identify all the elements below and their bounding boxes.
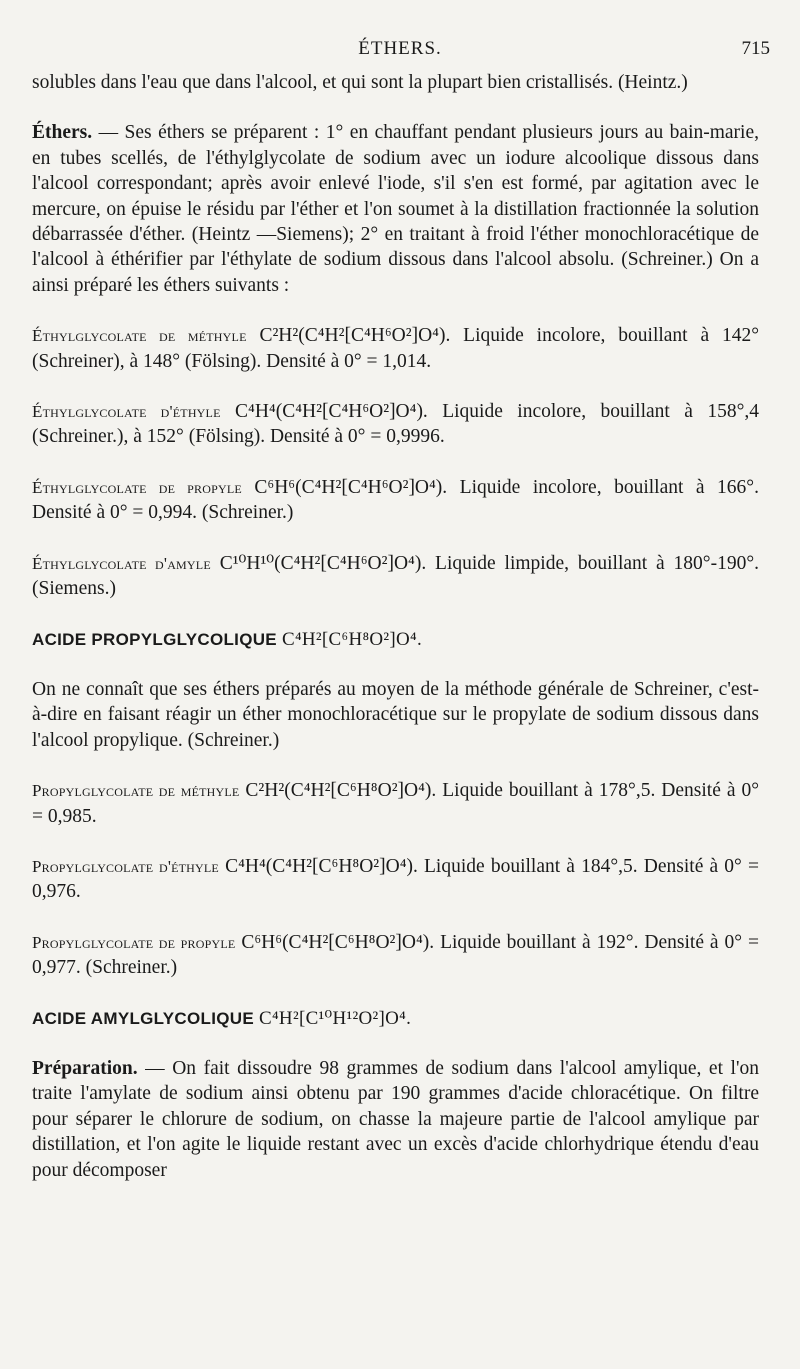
section-heading-amylglycolique: ACIDE AMYLGLYCOLIQUE C⁴H²[C¹⁰H¹²O²]O⁴. bbox=[32, 1007, 412, 1029]
entry-ethylglycolate-propyle: Éthylglycolate de propyle C⁶H⁶(C⁴H²[C⁴H⁶O²]O⁴). Liquide incolore, bouillant à 166°. Densité à 0° = 0,994. (Schreiner.) bbox=[32, 476, 759, 524]
compound-name: Propylglycolate de propyle bbox=[32, 932, 236, 952]
running-header bbox=[0, 38, 800, 68]
paragraph-preparation: Préparation. — On fait dissoudre 98 grammes de sodium dans l'alcool amylique, et l'on traite l'amylate de sodium ainsi obtenu par 190 grammes d'acide chloracétique. On filtre pour séparer le chlorure de sodium, on chasse la majeure partie de l'alcool amylique par distillation, et l'on agite le liquide restant avec un excès d'acide chlorhydrique étendu d'eau pour décomposer bbox=[32, 1057, 759, 1181]
preparation-label: Préparation. bbox=[32, 1057, 138, 1079]
compound-name: Éthylglycolate d'amyle bbox=[32, 553, 211, 573]
paragraph-continuation: solubles dans l'eau que dans l'alcool, et qui sont la plupart bien cristallisés. (Heintz.) bbox=[32, 72, 688, 93]
compound-name: Éthylglycolate de propyle bbox=[32, 477, 242, 497]
entry-ethylglycolate-amyle: Éthylglycolate d'amyle C¹⁰H¹⁰(C⁴H²[C⁴H⁶O²]O⁴). Liquide limpide, bouillant à 180°-190°. (Siemens.) bbox=[32, 552, 760, 600]
compound-name: Éthylglycolate d'éthyle bbox=[32, 402, 221, 422]
ethers-label: Éthers. bbox=[32, 122, 93, 144]
page-body bbox=[32, 70, 759, 1183]
compound-name: Propylglycolate de méthyle bbox=[32, 781, 240, 801]
entry-ethylglycolate-methyle: Éthylglycolate de méthyle C²H²(C⁴H²[C⁴H⁶O²]O⁴). Liquide incolore, bouillant à 142° (Schreiner), à 148° (Fölsing). Densité à 0° = 1,014. bbox=[32, 325, 759, 372]
paragraph-propylglycolique: On ne connaît que ses éthers préparés au moyen de la méthode générale de Schreiner, c'est-à-dire en faisant réagir un éther monochloracétique sur le propylate de sodium dissous dans l'alcool propylique. (Schreiner.) bbox=[32, 678, 759, 751]
section-heading-propylglycolique: ACIDE PROPYLGLYCOLIQUE C⁴H²[C⁶H⁸O²]O⁴. bbox=[32, 628, 423, 650]
page-number: 715 bbox=[741, 38, 770, 59]
entry-ethylglycolate-ethyle: Éthylglycolate d'éthyle C⁴H⁴(C⁴H²[C⁴H⁶O²]O⁴). Liquide incolore, bouillant à 158°,4 (Schreiner.), à 152° (Fölsing). Densité à 0° = 0,9996. bbox=[32, 401, 759, 448]
entry-propylglycolate-methyle: Propylglycolate de méthyle C²H²(C⁴H²[C⁶H⁸O²]O⁴). Liquide bouillant à 178°,5. Densité à 0° = 0,985. bbox=[32, 780, 759, 827]
entry-propylglycolate-propyle: Propylglycolate de propyle C⁶H⁶(C⁴H²[C⁶H⁸O²]O⁴). Liquide bouillant à 192°. Densité à 0° = 0,977. (Schreiner.) bbox=[32, 931, 759, 979]
compound-name: Éthylglycolate de méthyle bbox=[32, 326, 247, 346]
compound-name: Propylglycolate d'éthyle bbox=[32, 856, 219, 876]
paragraph-ethers: Éthers. — Ses éthers se préparent : 1° en chauffant pendant plusieurs jours au bain-marie, en tubes scellés, de l'éthylglycolate de sodium avec un iodure alcoolique dissous dans l'alcool correspondant; après avoir enlevé l'iode, s'il s'en est formé, par agitation avec le mercure, on épuise le résidu par l'éther et l'on soumet à la distillation fractionnée la solution débarrassée d'éther. (Heintz —Siemens); 2° en traitant à froid l'éther monochloracétique de l'alcool à éthérifier par l'éthylate de sodium dissous dans l'alcool absolu. (Schreiner.) On a ainsi préparé les éthers suivants : bbox=[32, 122, 759, 296]
entry-propylglycolate-ethyle: Propylglycolate d'éthyle C⁴H⁴(C⁴H²[C⁶H⁸O²]O⁴). Liquide bouillant à 184°,5. Densité à 0° = 0,976. bbox=[32, 855, 760, 903]
running-title: ÉTHERS. bbox=[358, 38, 442, 59]
